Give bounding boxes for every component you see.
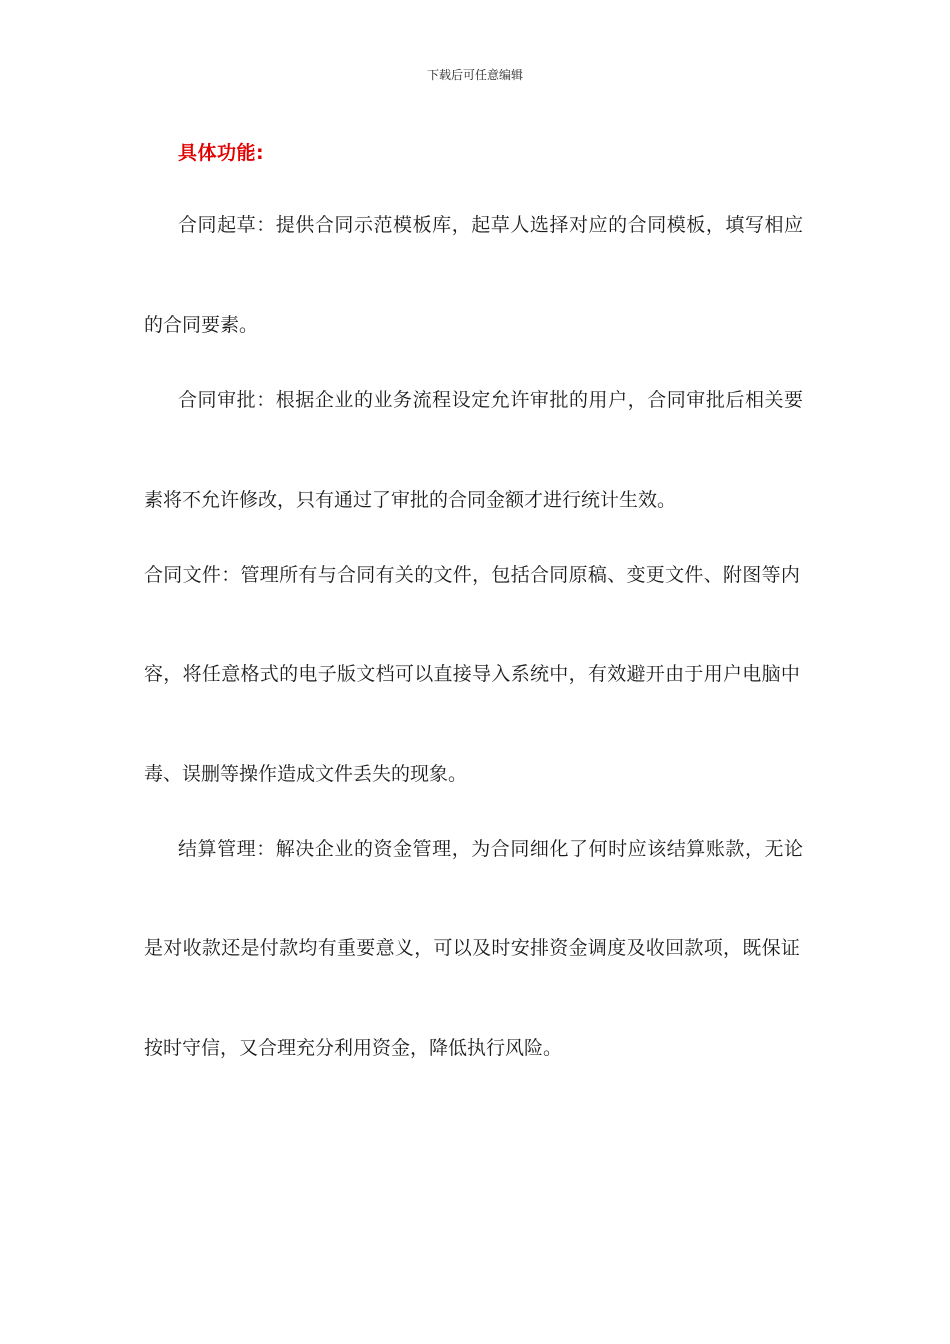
text-line: 合同审批：根据企业的业务流程设定允许审批的用户，合同审批后相关要 [178,389,804,411]
text-line: 结算管理：解决企业的资金管理，为合同细化了何时应该结算账款，无论 [178,838,804,860]
text-line: 合同文件：管理所有与合同有关的文件，包括合同原稿、变更文件、附图等内 [144,564,801,586]
text-line: 容，将任意格式的电子版文档可以直接导入系统中，有效避开由于用户电脑中 [144,663,801,685]
page-header: 下载后可任意编辑 [426,68,523,82]
text-line: 按时守信，又合理充分利用资金，降低执行风险。 [144,1037,563,1059]
text-line: 毒、误删等操作造成文件丢失的现象。 [144,763,468,785]
text-line: 素将不允许修改，只有通过了审批的合同金额才进行统计生效。 [144,489,677,511]
text-line: 合同起草：提供合同示范模板库，起草人选择对应的合同模板，填写相应 [178,214,804,236]
text-line: 的合同要素。 [144,314,259,336]
text-line: 是对收款还是付款均有重要意义，可以及时安排资金调度及收回款项，既保证 [144,937,801,959]
section-title: 具体功能: [178,142,265,164]
